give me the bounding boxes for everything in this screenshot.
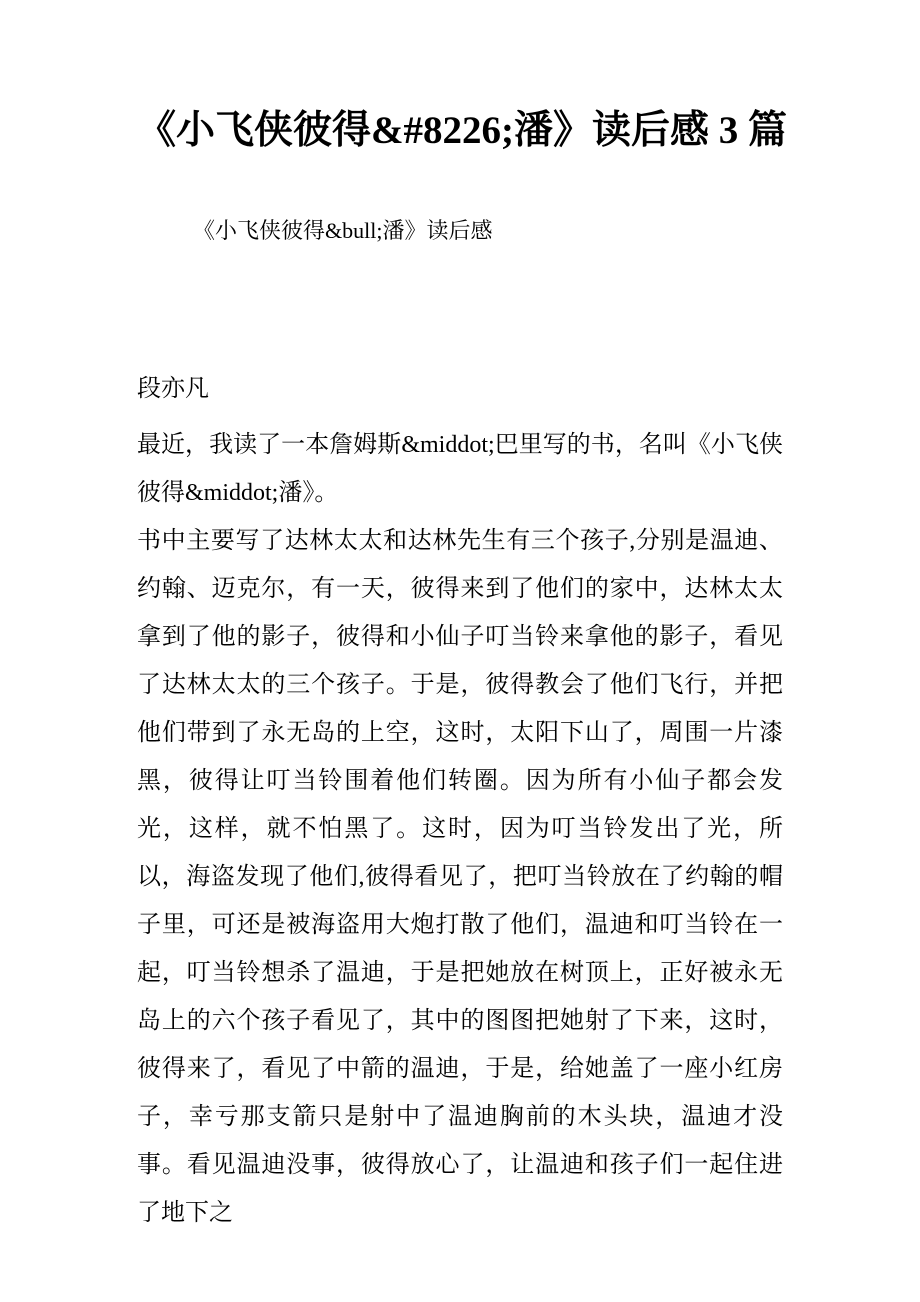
- paragraph-intro: 最近，我读了一本詹姆斯&middot;巴里写的书，名叫《小飞侠彼得&middot;潘》。: [137, 432, 783, 506]
- document-subtitle: 《小飞侠彼得&bull;潘》读后感: [193, 218, 493, 243]
- author-name: 段亦凡: [137, 376, 209, 402]
- paragraph-body: 书中主要写了达林太太和达林先生有三个孩子,分别是温迪、约翰、迈克尔，有一天，彼得来到了他们的家中，达林太太拿到了他的影子，彼得和小仙子叮当铃来拿他的影子，看见了达林太太的三个孩子。于是，彼得教会了他们飞行，并把他们带到了永无岛的上空，这时，太阳下山了，周围一片漆黑，彼得让叮当铃围着他们转圈。因为所有小仙子都会发光，这样，就不怕黑了。这时，因为叮当铃发出了光，所以，海盗发现了他们,彼得看见了，把叮当铃放在了约翰的帽子里，可还是被海盗用大炮打散了他们，温迪和叮当铃在一起，叮当铃想杀了温迪，于是把她放在树顶上，正好被永无岛上的六个孩子看见了，其中的图图把她射了下来，这时，彼得来了，看见了中箭的温迪，于是，给她盖了一座小红房子，幸亏那支箭只是射中了温迪胸前的木头块，温迪才没事。看见温迪没事，彼得放心了，让温迪和孩子们一起住进了地下之: [137, 528, 783, 1226]
- document-title: 《小飞侠彼得&#8226;潘》读后感 3 篇: [137, 109, 787, 152]
